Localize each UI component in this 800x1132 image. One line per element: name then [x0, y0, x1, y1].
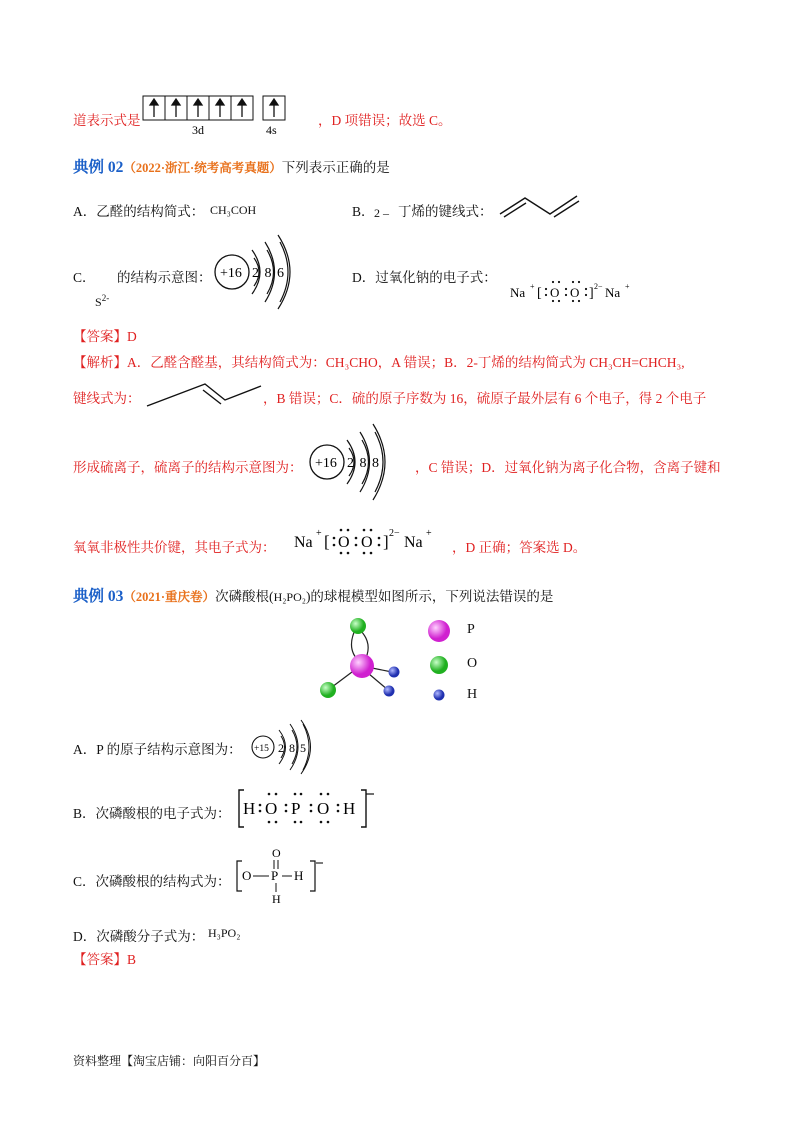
ex02-analysis-1: 【解析】A．乙醛含醛基，其结构简式为：CH₃CHO，A 错误；B．2-丁烯的结构简式为 CH₃CH=CHCH₃, [73, 355, 685, 370]
na2o2-electron-formula-correct [292, 522, 452, 558]
ex03-option-a: A．P 的原子结构示意图为： [73, 742, 242, 757]
svg-text:+: + [530, 282, 535, 291]
s-atom-structure-diagram [210, 232, 310, 312]
ex02-option-b-text: 丁烯的键线式： [398, 204, 493, 219]
ex02-option-b-num: 2 – [374, 206, 389, 220]
ex02-option-c-ion: $S^{2-}$ [95, 293, 110, 309]
svg-text:+16: +16 [315, 456, 337, 471]
nucleus-label: +16 [220, 266, 242, 281]
legend-h-swatch [434, 690, 445, 701]
legend-o-swatch [430, 656, 448, 674]
ex02-analysis-4-suffix: ，D 正确；答案选 D。 [452, 540, 587, 555]
legend-p-swatch [428, 620, 450, 642]
svg-text:H: H [272, 892, 281, 906]
legend-h-label: H [467, 687, 478, 702]
ex02-label: 典例 02 [73, 159, 124, 176]
ball-stick-model [310, 610, 510, 715]
legend-p-label: P [467, 622, 475, 637]
svg-text:2−: 2− [389, 528, 400, 539]
orbital-4s-label: 4s [266, 123, 277, 137]
svg-text:]: ] [589, 286, 594, 301]
ex03-answer: 【答案】B [73, 952, 137, 967]
ex02-option-c-text: 的结构示意图： [117, 270, 212, 285]
orbital-diagram [140, 93, 320, 137]
h-atom-2 [384, 686, 395, 697]
ex02-analysis-2-suffix: ，B 错误；C．硫的原子序数为 16，硫原子最外层有 6 个电子，得 2 个电子 [263, 391, 707, 406]
footer: 资料整理【淘宝店铺：向阳百分百】 [73, 1054, 266, 1068]
ex02-option-a: A．乙醛的结构简式： [73, 204, 205, 219]
ex02-option-b-prefix: B． [352, 204, 375, 219]
svg-text:2 8 8: 2 8 8 [347, 456, 380, 471]
svg-text:O: O [570, 285, 580, 300]
ex03-option-c: C．次磷酸根的结构式为： [73, 874, 231, 889]
svg-text:2−: 2− [594, 282, 603, 291]
svg-text:[: [ [324, 532, 330, 551]
ex02-heading [73, 155, 390, 177]
ex02-stem: 下列表示正确的是 [281, 160, 390, 175]
ex02-option-c-prefix: C． [73, 270, 96, 285]
svg-text:O: O [272, 846, 281, 860]
ex03-label: 典例 03 [73, 588, 124, 605]
svg-text:]: ] [383, 532, 389, 551]
but-2-ene-skeletal-wrong [495, 186, 585, 222]
svg-text:2 8 5: 2 8 5 [278, 741, 307, 755]
svg-text:+: + [625, 282, 630, 291]
na2o2-electron-formula-wrong [505, 276, 645, 308]
svg-text:+15: +15 [254, 744, 269, 754]
svg-text:O: O [338, 534, 350, 551]
svg-text:Na: Na [294, 534, 313, 551]
o-atom-left [320, 682, 336, 698]
h-atom-1 [389, 667, 400, 678]
orbital-suffix: ，D 项错误；故选 C。 [318, 113, 452, 128]
svg-text:P: P [291, 799, 301, 818]
ex02-option-d: D．过氧化钠的电子式： [352, 270, 497, 285]
svg-text:Na: Na [404, 534, 423, 551]
svg-text:Na: Na [605, 285, 621, 300]
p-atom [350, 654, 374, 678]
svg-text:O: O [265, 799, 278, 818]
svg-text:[: [ [537, 286, 542, 301]
svg-text:H: H [243, 799, 256, 818]
svg-text:+: + [316, 528, 322, 539]
o-atom-top [350, 618, 366, 634]
ex03-stem-formula: H₂PO₂ [273, 590, 306, 604]
orbital-3d-label: 3d [192, 123, 204, 137]
ex02-analysis-2-prefix: 键线式为： [73, 391, 141, 406]
ex03-stem-suffix: )的球棍模型如图所示，下列说法错误的是 [305, 589, 554, 604]
ex02-analysis-3-prefix: 形成硫离子，硫离子的结构示意图为： [73, 460, 303, 475]
ex02-analysis-4-prefix: 氧氧非极性共价键，其电子式为： [73, 540, 276, 555]
ex03-source: （2021·重庆卷） [123, 590, 216, 604]
orbital-prefix: 道表示式是 [73, 113, 141, 128]
p-atom-structure-diagram [248, 718, 328, 776]
ex03-stem-prefix: 次磷酸根( [215, 589, 274, 604]
svg-text:+: + [426, 528, 432, 539]
svg-text:O: O [361, 534, 373, 551]
ex02-analysis-3-suffix: ，C 错误；D．过氧化钠为离子化合物，含离子键和 [415, 460, 721, 475]
ex03-option-b: B．次磷酸根的电子式为： [73, 806, 231, 821]
legend-o-label: O [467, 656, 478, 671]
ex03-option-d: D．次磷酸分子式为： [73, 929, 205, 944]
svg-text:O: O [242, 868, 252, 883]
svg-text:Na: Na [510, 285, 526, 300]
h2po2-electron-formula [235, 785, 375, 831]
shell-electrons: 2 8 6 [252, 266, 285, 281]
svg-text:H: H [294, 868, 304, 883]
svg-text:P: P [271, 868, 279, 883]
but-2-ene-skeletal-correct [143, 374, 263, 414]
svg-text:O: O [550, 285, 560, 300]
ex03-option-d-formula: H₃PO₂ [208, 926, 241, 940]
svg-text:H: H [343, 799, 356, 818]
ex03-heading [73, 584, 553, 606]
ex02-answer: 【答案】D [73, 329, 137, 344]
ex02-option-a-formula: CH₃COH [210, 203, 257, 217]
svg-text:O: O [317, 799, 330, 818]
ex02-source: （2022·浙江·统考高考真题） [123, 161, 282, 175]
s2-ion-structure-diagram [305, 420, 405, 502]
h2po2-structural-formula [232, 845, 332, 907]
